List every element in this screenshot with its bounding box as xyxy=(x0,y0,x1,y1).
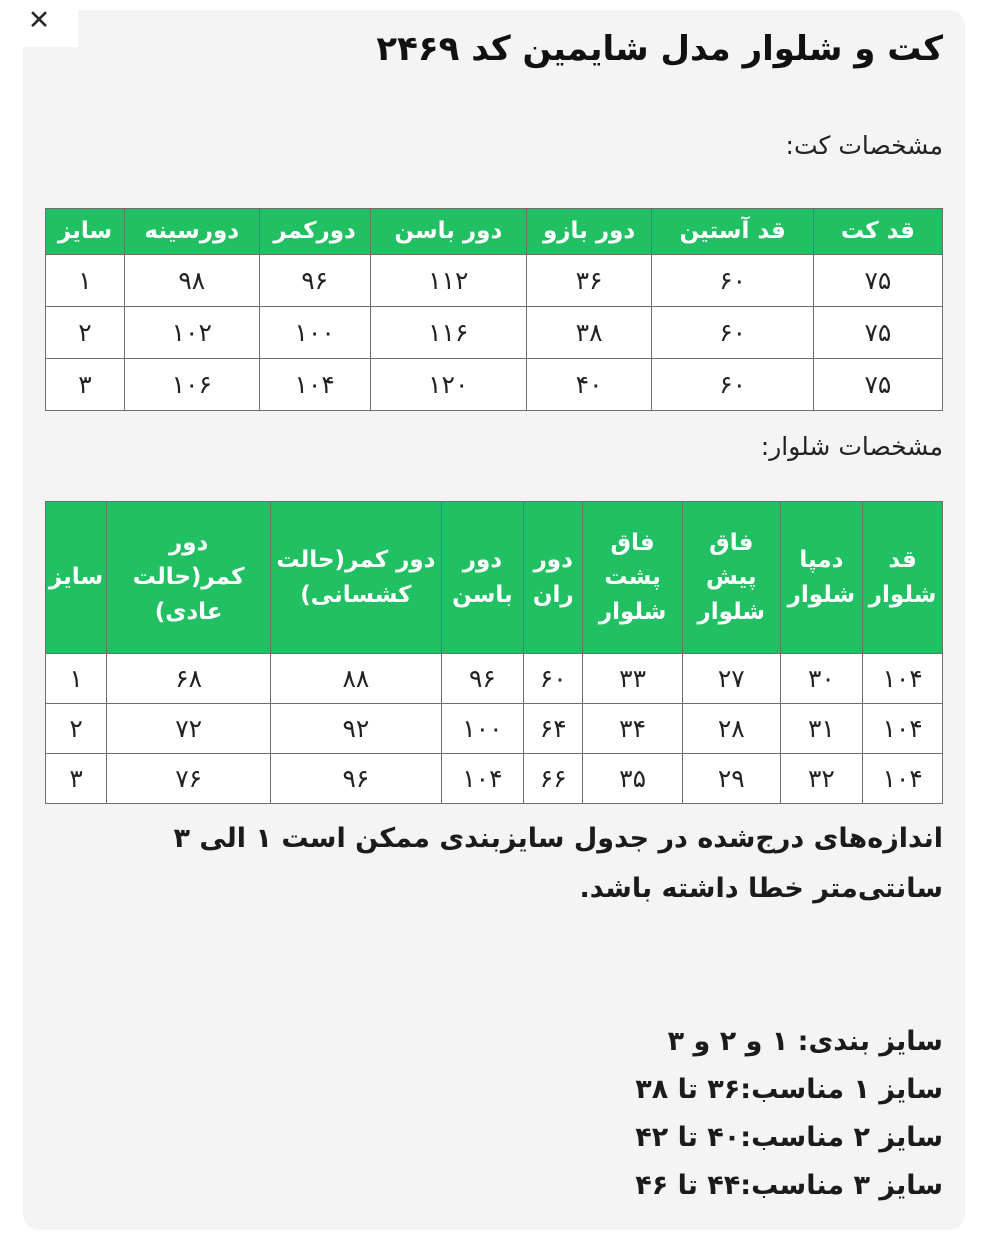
table-cell: ۶۰ xyxy=(652,359,813,411)
pants-size-table xyxy=(45,501,943,804)
table-cell: ۹۸ xyxy=(124,255,259,307)
table-cell: ۴۰ xyxy=(526,359,652,411)
table-cell: ۱۰۴ xyxy=(863,754,943,804)
column-header: سایز xyxy=(46,502,107,654)
table-row xyxy=(46,704,943,754)
table-cell: ۶۶ xyxy=(524,754,583,804)
column-header: دور کمر(حالت عادی) xyxy=(107,502,271,654)
table-cell: ۱۰۴ xyxy=(441,754,524,804)
column-header: دورسینه xyxy=(124,209,259,255)
column-header: دور کمر(حالت کشسانی) xyxy=(271,502,441,654)
spec-sheet xyxy=(23,10,965,1230)
table-row xyxy=(46,654,943,704)
table-cell: ۱ xyxy=(46,255,125,307)
table-cell: ۲۸ xyxy=(682,704,780,754)
column-header: دور بازو xyxy=(526,209,652,255)
table-cell: ۱۲۰ xyxy=(370,359,526,411)
table-cell: ۱۰۰ xyxy=(259,307,370,359)
column-header: دورکمر xyxy=(259,209,370,255)
coat-section-label: مشخصات کت: xyxy=(785,131,943,160)
column-header: فاق پشت شلوار xyxy=(583,502,683,654)
column-header: قد آستین xyxy=(652,209,813,255)
table-cell: ۱۰۴ xyxy=(259,359,370,411)
table-cell: ۲۷ xyxy=(682,654,780,704)
table-cell: ۳۴ xyxy=(583,704,683,754)
table-cell: ۷۵ xyxy=(813,307,942,359)
pants-table-head xyxy=(46,502,943,654)
table-cell: ۳۶ xyxy=(526,255,652,307)
table-cell: ۳۸ xyxy=(526,307,652,359)
table-row xyxy=(46,754,943,804)
pants-header-row xyxy=(46,502,943,654)
table-cell: ۹۶ xyxy=(441,654,524,704)
table-cell: ۸۸ xyxy=(271,654,441,704)
size-guide-line: سایز ۳ مناسب:۴۴ تا ۴۶ xyxy=(635,1170,943,1201)
coat-size-table xyxy=(45,208,943,411)
table-cell: ۶۸ xyxy=(107,654,271,704)
table-cell: ۱۰۲ xyxy=(124,307,259,359)
size-guide-line: سایز ۲ مناسب:۴۰ تا ۴۲ xyxy=(635,1122,943,1153)
table-cell: ۳ xyxy=(46,359,125,411)
table-row xyxy=(46,255,943,307)
table-row xyxy=(46,359,943,411)
coat-header-row xyxy=(46,209,943,255)
table-cell: ۷۶ xyxy=(107,754,271,804)
size-guide-line: سایز بندی: ۱ و ۲ و ۳ xyxy=(667,1026,943,1057)
table-cell: ۷۵ xyxy=(813,359,942,411)
table-cell: ۷۲ xyxy=(107,704,271,754)
column-header: فاق پیش شلوار xyxy=(682,502,780,654)
table-cell: ۱۱۶ xyxy=(370,307,526,359)
table-cell: ۳۲ xyxy=(780,754,863,804)
column-header: دور باسن xyxy=(370,209,526,255)
table-cell: ۲ xyxy=(46,307,125,359)
coat-table-head xyxy=(46,209,943,255)
table-cell: ۹۶ xyxy=(271,754,441,804)
column-header: دور باسن xyxy=(441,502,524,654)
table-cell: ۶۰ xyxy=(524,654,583,704)
table-cell: ۳۱ xyxy=(780,704,863,754)
pants-table-body xyxy=(46,654,943,804)
size-guide-line: سایز ۱ مناسب:۳۶ تا ۳۸ xyxy=(635,1074,943,1105)
table-cell: ۶۰ xyxy=(652,307,813,359)
size-guide xyxy=(45,1018,943,1210)
tolerance-note: اندازه‌های درج‌شده در جدول سایزبندی ممکن است ۱ الی ۳ سانتی‌متر خطا داشته باشد. xyxy=(173,823,943,904)
table-cell: ۱ xyxy=(46,654,107,704)
table-cell: ۱۰۴ xyxy=(863,654,943,704)
table-cell: ۹۲ xyxy=(271,704,441,754)
table-cell: ۳۵ xyxy=(583,754,683,804)
table-cell: ۱۰۴ xyxy=(863,704,943,754)
table-cell: ۱۱۲ xyxy=(370,255,526,307)
close-area xyxy=(0,0,78,47)
column-header: سایز xyxy=(46,209,125,255)
column-header: دور ران xyxy=(524,502,583,654)
column-header: قد کت xyxy=(813,209,942,255)
table-row xyxy=(46,307,943,359)
table-cell: ۶۰ xyxy=(652,255,813,307)
close-icon[interactable]: ✕ xyxy=(27,4,51,36)
table-cell: ۳۰ xyxy=(780,654,863,704)
table-cell: ۱۰۰ xyxy=(441,704,524,754)
table-cell: ۲۹ xyxy=(682,754,780,804)
pants-section-label: مشخصات شلوار: xyxy=(760,432,943,461)
table-cell: ۲ xyxy=(46,704,107,754)
page-title: کت و شلوار مدل شایمین کد ۲۴۶۹ xyxy=(376,29,943,69)
column-header: قد شلوار xyxy=(863,502,943,654)
coat-table-body xyxy=(46,255,943,411)
table-cell: ۱۰۶ xyxy=(124,359,259,411)
table-cell: ۳ xyxy=(46,754,107,804)
table-cell: ۹۶ xyxy=(259,255,370,307)
table-cell: ۳۳ xyxy=(583,654,683,704)
column-header: دمپا شلوار xyxy=(780,502,863,654)
table-cell: ۶۴ xyxy=(524,704,583,754)
table-cell: ۷۵ xyxy=(813,255,942,307)
